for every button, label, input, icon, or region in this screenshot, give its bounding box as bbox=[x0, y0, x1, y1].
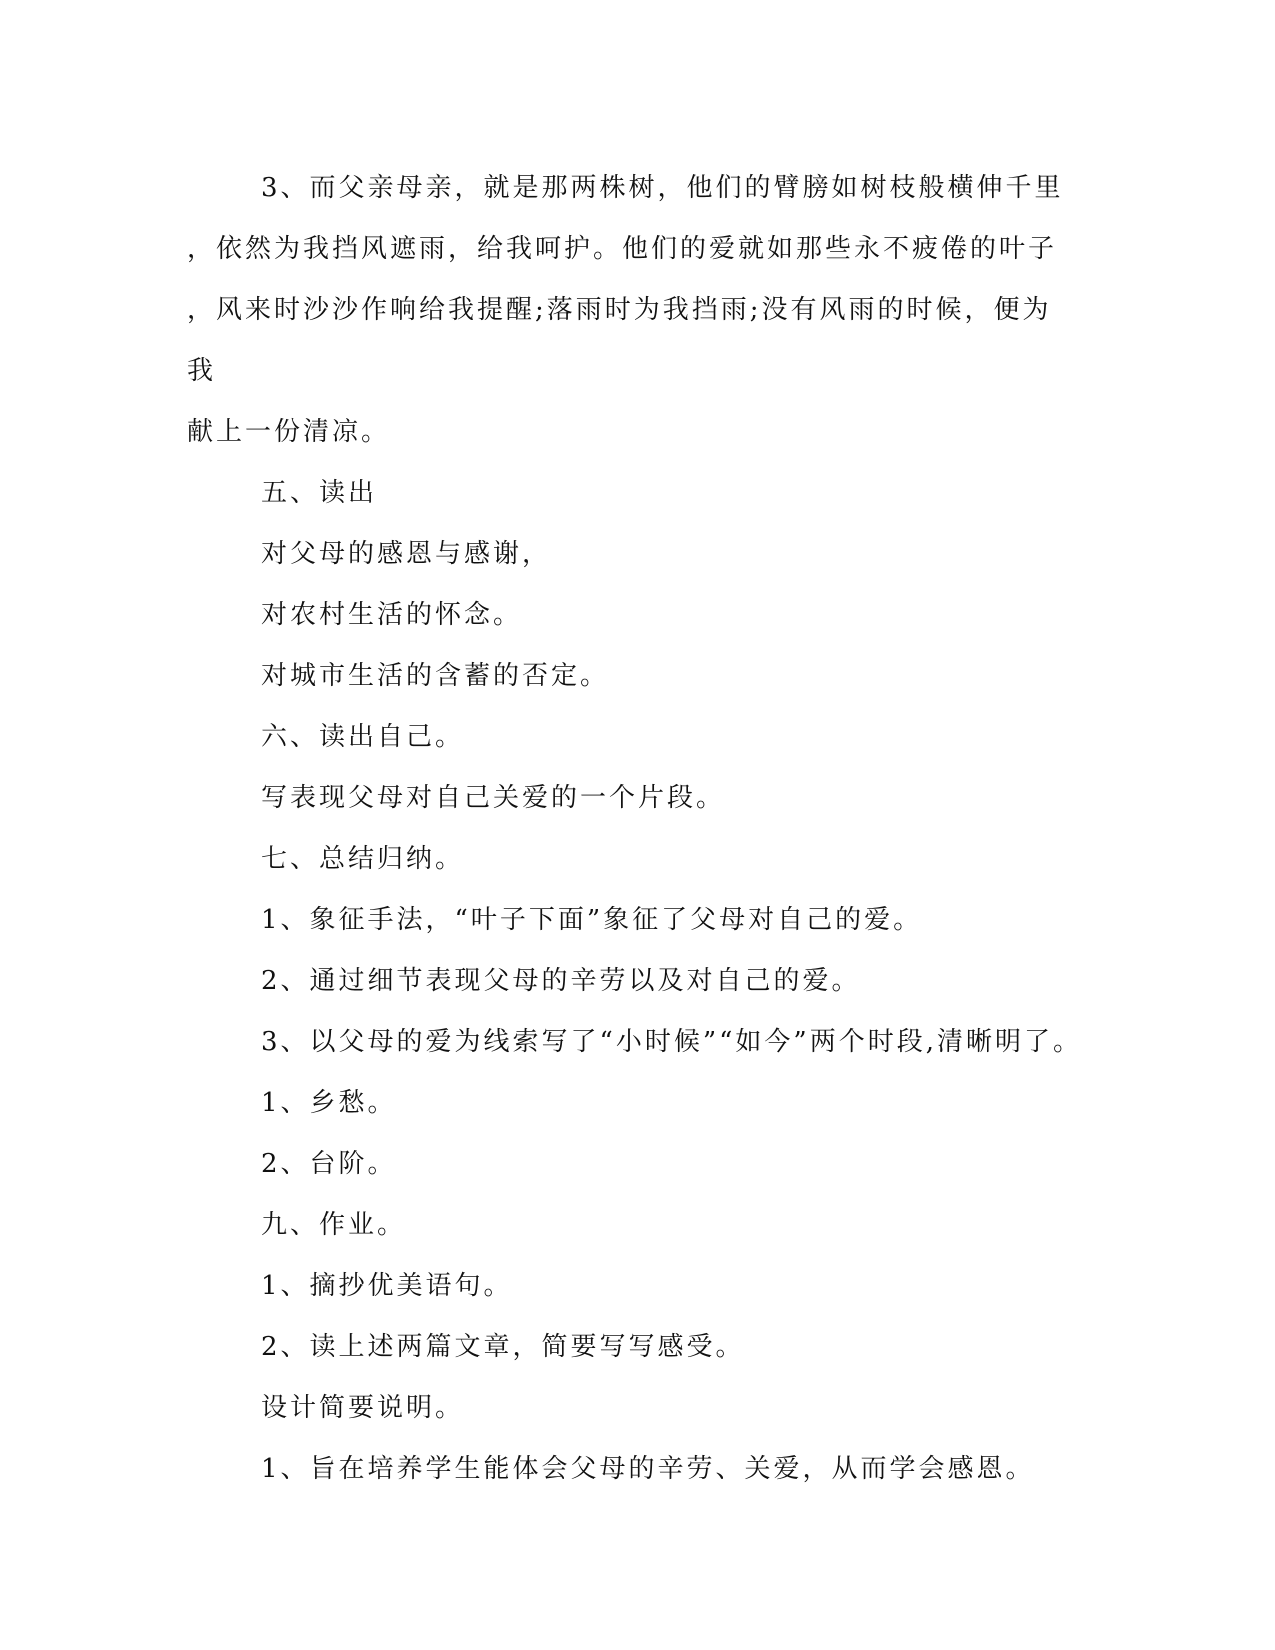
text-line: 写表现父母对自己关爱的一个片段。 bbox=[261, 783, 726, 813]
text-line: 对父母的感恩与感谢， bbox=[261, 539, 552, 569]
section-heading-design-notes: 设计简要说明。 bbox=[261, 1393, 465, 1423]
section-heading-summary: 七、总结归纳。 bbox=[261, 844, 465, 874]
list-item: 1、旨在培养学生能体会父母的辛劳、关爱，从而学会感恩。 bbox=[261, 1454, 1035, 1484]
list-item: 1、象征手法，“叶子下面”象征了父母对自己的爱。 bbox=[261, 905, 923, 935]
text-line: 对城市生活的含蓄的否定。 bbox=[261, 661, 610, 691]
document-body bbox=[187, 158, 1082, 1500]
list-item: 2、通过细节表现父母的辛劳以及对自己的爱。 bbox=[261, 966, 861, 996]
paragraph-parents-trees: 3、而父亲母亲，就是那两株树，他们的臂膀如树枝般横伸千里 ，依然为我挡风遮雨，给我呵护。他们的爱就如那些永不疲倦的叶子 ，风来时沙沙作响给我提醒;落雨时为我挡雨;没有风雨的时候，便为我 献上一份清凉。 bbox=[187, 173, 1064, 447]
section-heading-read-out: 五、读出 bbox=[261, 478, 378, 508]
section-heading-read-self: 六、读出自己。 bbox=[261, 722, 465, 752]
list-item: 1、摘抄优美语句。 bbox=[261, 1271, 513, 1301]
list-item: 1、乡愁。 bbox=[261, 1088, 397, 1118]
list-item: 2、读上述两篇文章，简要写写感受。 bbox=[261, 1332, 745, 1362]
text-line: 对农村生活的怀念。 bbox=[261, 600, 523, 630]
list-item: 3、以父母的爱为线索写了“小时候”“如今”两个时段,清晰明了。 bbox=[261, 1027, 1082, 1057]
section-heading-homework: 九、作业。 bbox=[261, 1210, 407, 1240]
list-item: 2、台阶。 bbox=[261, 1149, 397, 1179]
